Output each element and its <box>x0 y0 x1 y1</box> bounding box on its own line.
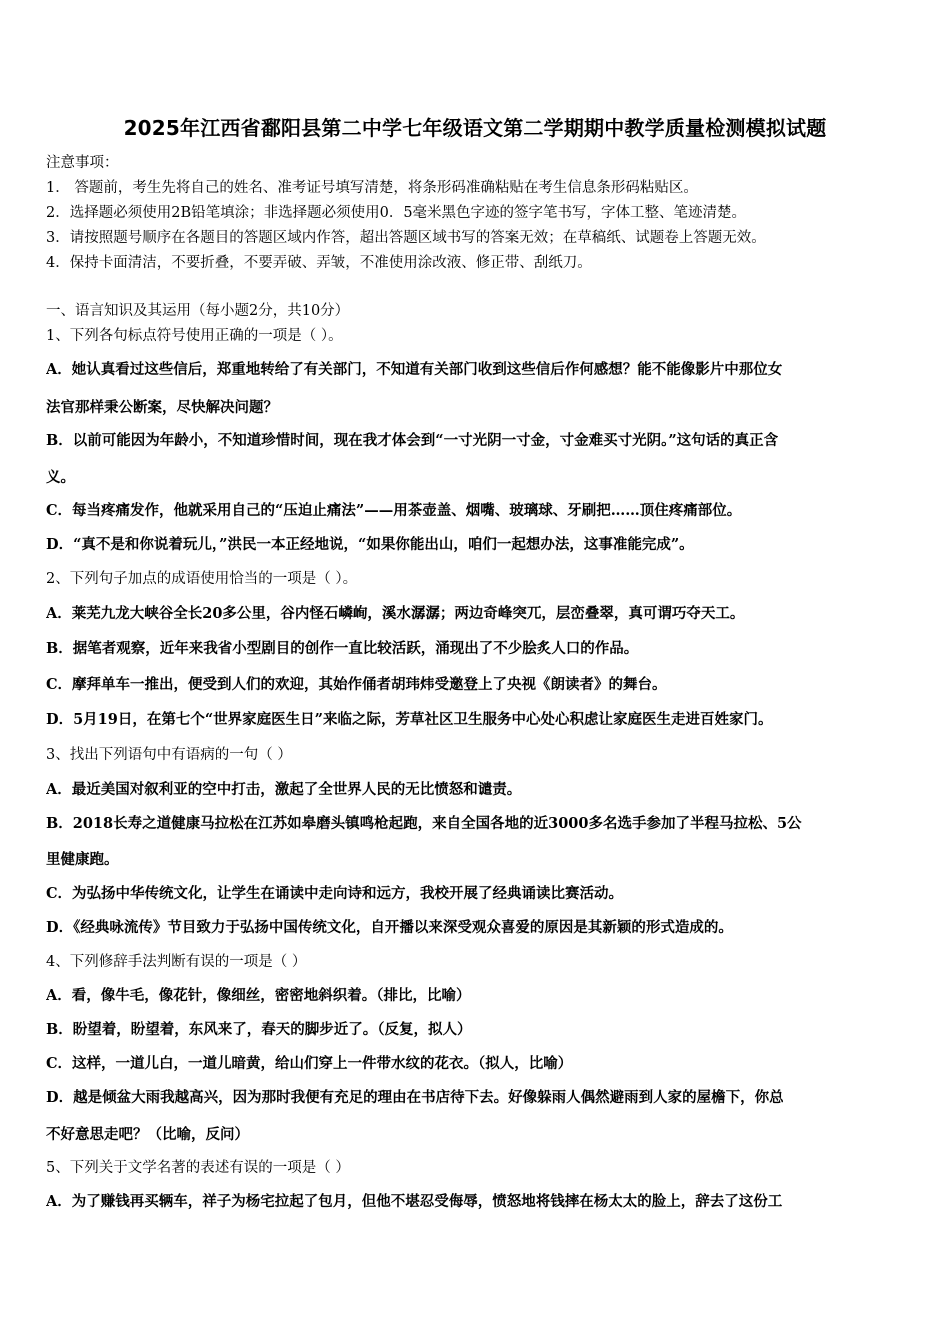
question-1-option-a-cont: 法官那样秉公断案，尽快解决问题？ <box>46 399 278 416</box>
question-5-option-a: A．为了赚钱再买辆车，祥子为杨宅拉起了包月，但他不堪忍受侮辱，愤怒地将钱摔在杨太太的脸上，辞去了这份工 <box>46 1193 783 1210</box>
section-heading: 一、语言知识及其运用（每小题2分，共10分） <box>46 303 350 319</box>
question-4-stem: 4、下列修辞手法判断有误的一项是（ ） <box>46 954 307 970</box>
question-1-option-c: C．每当疼痛发作，他就采用自己的“压迫止痛法”——用茶壶盖、烟嘴、玻璃球、牙刷把……顶住疼痛部位。 <box>46 502 742 519</box>
question-1-option-b: B．以前可能因为年龄小，不知道珍惜时间，现在我才体会到“一寸光阴一寸金，寸金难买寸光阴。”这句话的真正含 <box>46 432 779 449</box>
notice-heading: 注意事项： <box>46 155 119 171</box>
question-2-stem: 2、下列句子加点的成语使用恰当的一项是（ ）。 <box>46 571 358 587</box>
question-2-option-d: D．5月19日，在第七个“世界家庭医生日”来临之际，芳草社区卫生服务中心处心积虑让家庭医生走进百姓家门。 <box>46 711 773 728</box>
question-3-option-c: C．为弘扬中华传统文化，让学生在诵读中走向诗和远方，我校开展了经典诵读比赛活动。 <box>46 885 624 902</box>
notice-item-3: 3．请按照题号顺序在各题目的答题区域内作答，超出答题区域书写的答案无效；在草稿纸、试题卷上答题无效。 <box>46 230 766 246</box>
question-2-option-a: A．莱芜九龙大峡谷全长20多公里，谷内怪石嶙峋，溪水潺潺；两边奇峰突兀，层峦叠翠，真可谓巧夺天工。 <box>46 605 745 622</box>
question-4-option-c: C．这样，一道儿白，一道儿暗黄，给山们穿上一件带水纹的花衣。（拟人，比喻） <box>46 1055 573 1072</box>
notice-item-1: 1． 答题前，考生先将自己的姓名、准考证号填写清楚，将条形码准确粘贴在考生信息条形码粘贴区。 <box>46 180 698 196</box>
question-4-option-d: D．越是倾盆大雨我越高兴，因为那时我便有充足的理由在书店待下去。好像躲雨人偶然避雨到人家的屋檐下，你总 <box>46 1089 784 1106</box>
question-4-option-a: A．看，像牛毛，像花针，像细丝，密密地斜织着。（排比，比喻） <box>46 987 471 1004</box>
question-2-option-b: B．据笔者观察，近年来我省小型剧目的创作一直比较活跃，涌现出了不少脍炙人口的作品。 <box>46 640 639 657</box>
question-3-option-a: A．最近美国对叙利亚的空中打击，激起了全世界人民的无比愤怒和谴责。 <box>46 781 522 798</box>
question-1-stem: 1、下列各句标点符号使用正确的一项是（ ）。 <box>46 328 343 344</box>
notice-item-4: 4．保持卡面清洁，不要折叠，不要弄破、弄皱，不准使用涂改液、修正带、刮纸刀。 <box>46 255 592 271</box>
question-4-option-b: B．盼望着，盼望着，东风来了，春天的脚步近了。（反复，拟人） <box>46 1021 472 1038</box>
question-5-stem: 5、下列关于文学名著的表述有误的一项是（ ） <box>46 1160 350 1176</box>
question-4-option-d-cont: 不好意思走吧？（比喻，反问） <box>46 1126 249 1143</box>
question-3-stem: 3、找出下列语句中有语病的一句（ ） <box>46 747 292 763</box>
question-1-option-a: A．她认真看过这些信后，郑重地转给了有关部门，不知道有关部门收到这些信后作何感想？能不能像影片中那位女 <box>46 361 783 378</box>
question-3-option-b-cont: 里健康跑。 <box>46 851 119 868</box>
page-title: 2025年江西省鄱阳县第二中学七年级语文第二学期期中教学质量检测模拟试题 <box>123 116 827 140</box>
question-2-option-c: C．摩拜单车一推出，便受到人们的欢迎，其始作俑者胡玮炜受邀登上了央视《朗读者》的舞台。 <box>46 676 667 693</box>
question-3-option-b: B．2018长寿之道健康马拉松在江苏如皋磨头镇鸣枪起跑，来自全国各地的近3000多名选手参加了半程马拉松、5公 <box>46 815 802 832</box>
notice-item-2: 2．选择题必须使用2B铅笔填涂；非选择题必须使用0．5毫米黑色字迹的签字笔书写，字体工整、笔迹清楚。 <box>46 205 747 221</box>
question-3-option-d: D．《经典咏流传》节目致力于弘扬中国传统文化，自开播以来深受观众喜爱的原因是其新颖的形式造成的。 <box>46 919 733 936</box>
question-1-option-b-cont: 义。 <box>46 469 75 486</box>
question-1-option-d: D．“真不是和你说着玩儿，”洪民一本正经地说，“如果你能出山，咱们一起想办法，这事准能完成”。 <box>46 536 694 553</box>
